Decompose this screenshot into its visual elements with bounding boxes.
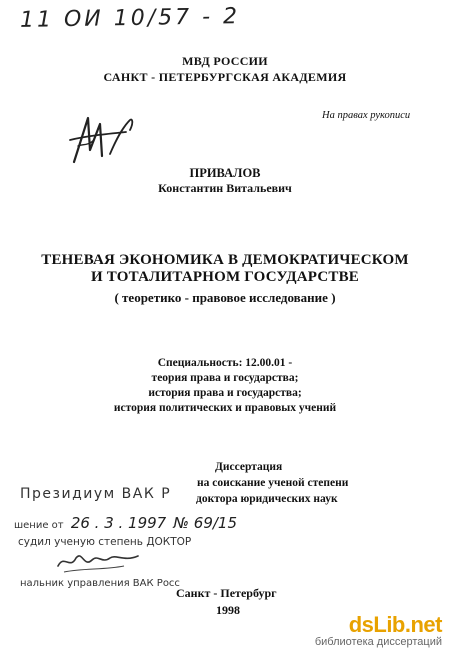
stamp-line-1: Президиум ВАК Р [20, 486, 172, 502]
organization-line-2: САНКТ - ПЕТЕРБУРГСКАЯ АКАДЕМИЯ [103, 70, 347, 84]
stamp-line-4: нальник управления ВАК Росс [20, 578, 180, 589]
title-line-1: ТЕНЕВАЯ ЭКОНОМИКА В ДЕМОКРАТИЧЕСКОМ [41, 252, 409, 268]
handwritten-archive-number: 11 ОИ 10/57 - 2 [19, 4, 241, 33]
dissertation-line-1: Диссертация [215, 461, 283, 473]
stamp-decision-date: 26 . 3 . 1997 [70, 514, 167, 532]
specialty-line-1: Специальность: 12.00.01 - [157, 357, 293, 369]
logo-ds: ds [348, 612, 374, 637]
title-line-2: И ТОТАЛИТАРНОМ ГОСУДАРСТВЕ [90, 269, 359, 285]
title-subtitle: ( теоретико - правовое исследование ) [114, 290, 336, 305]
rights-notice: На правах рукописи [322, 110, 411, 121]
dissertation-line-2: на соискание ученой степени [197, 477, 349, 489]
specialty-line-2: теория права и государства; [151, 372, 299, 384]
dissertation-line-3: доктора юридических наук [196, 493, 338, 505]
dslib-watermark [315, 612, 442, 648]
specialty-line-4: история политических и правовых учений [113, 402, 337, 414]
stamp-decision-number: № 69/15 [173, 514, 238, 532]
specialty-line-3: история права и государства; [148, 387, 302, 399]
dslib-logo [315, 612, 442, 638]
city: Санкт - Петербург [176, 586, 277, 600]
year: 1998 [216, 603, 240, 617]
stamp-signature-icon [54, 546, 144, 576]
author-name: Константин Витальевич [158, 181, 292, 195]
signature-icon [66, 110, 156, 170]
watermark-subtitle: библиотека диссертаций [314, 636, 442, 648]
vak-stamp [14, 486, 284, 596]
author-surname: ПРИВАЛОВ [189, 166, 261, 180]
logo-net: .net [404, 612, 442, 637]
organization-line-1: МВД РОССИИ [182, 54, 268, 68]
stamp-line-2 [14, 514, 237, 532]
logo-lib: Lib [373, 612, 405, 637]
stamp-decision-prefix: шение от [14, 520, 64, 531]
stamp-line-3: судил ученую степень ДОКТОР [18, 536, 192, 548]
